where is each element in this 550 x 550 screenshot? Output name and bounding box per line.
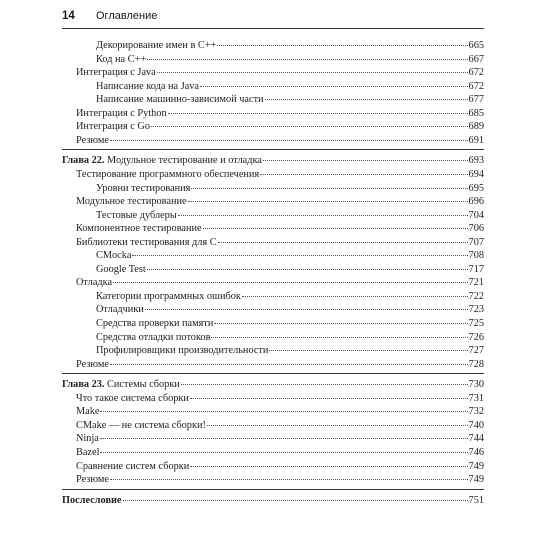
toc-entry[interactable] <box>62 474 484 488</box>
toc-entry-title: Отладка <box>76 277 113 289</box>
chapter-title: Системы сборки <box>104 379 180 391</box>
dot-leader <box>110 479 468 480</box>
dot-leader <box>100 411 467 412</box>
dot-leader <box>269 350 467 351</box>
toc-entry-title: Декорирование имен в C++ <box>96 40 217 51</box>
toc-entry-title: Make <box>76 406 100 418</box>
toc-page-number: 717 <box>468 263 484 275</box>
toc-page-number: 685 <box>468 107 484 119</box>
dot-leader <box>218 242 468 243</box>
toc-page-number: 696 <box>468 196 484 208</box>
toc-entry-title: Средства отладки потоков <box>96 331 211 343</box>
section-rule <box>62 373 484 374</box>
toc-page-number: 695 <box>468 182 484 194</box>
toc-page-number: 665 <box>468 40 484 51</box>
toc-entry-title: Что такое система сборки <box>76 392 189 404</box>
toc-entry[interactable] <box>62 277 484 291</box>
toc-entry-title: Профилировщики производительности <box>96 345 269 357</box>
toc-entry-title: CMocka <box>96 250 132 262</box>
toc-entry-title: Тестовые дублеры <box>96 209 177 221</box>
section-rule <box>62 149 484 150</box>
toc-page-number: 749 <box>468 460 484 472</box>
toc-entry[interactable] <box>62 318 484 332</box>
toc-page-number: 725 <box>468 318 484 329</box>
toc-entry-title: Библиотеки тестирования для C <box>76 236 217 248</box>
toc-entry-title: Интеграция с Go <box>76 121 151 133</box>
dot-leader <box>214 323 467 324</box>
toc-page-number: 694 <box>468 168 484 180</box>
toc-entry[interactable] <box>62 250 484 264</box>
toc-chapter-entry[interactable] <box>62 379 484 393</box>
toc-entry[interactable] <box>62 223 484 237</box>
toc-entry[interactable] <box>62 447 484 461</box>
toc-entry[interactable] <box>62 420 484 434</box>
dot-leader <box>145 309 468 310</box>
dot-leader <box>100 438 468 439</box>
toc-entry-title: Написание кода на Java <box>96 80 199 92</box>
toc-page-number: 691 <box>468 134 484 146</box>
toc-chapter-entry[interactable] <box>62 155 484 169</box>
toc-page-number: 730 <box>468 379 484 391</box>
dot-leader <box>157 72 468 73</box>
toc-entry-title: Средства проверки памяти <box>96 318 214 329</box>
toc-page-number: 731 <box>468 392 484 404</box>
toc-page-number: 746 <box>468 446 484 458</box>
toc-page-number: 722 <box>468 290 484 302</box>
toc-entry-title: Написание машинно-зависимой части <box>96 94 264 106</box>
toc-page-number: 672 <box>468 80 484 92</box>
dot-leader <box>263 160 468 161</box>
toc-page-number: 667 <box>468 53 484 65</box>
dot-leader <box>113 282 468 283</box>
toc-chapter-entry[interactable] <box>62 495 484 509</box>
dot-leader <box>265 99 468 100</box>
toc-entry-title: Ninja <box>76 433 99 445</box>
toc-entry-title: Уровни тестирования <box>96 182 191 194</box>
toc-page-number: 704 <box>468 209 484 221</box>
toc-entry[interactable] <box>62 461 484 475</box>
toc-entry-title: Резюме <box>76 474 109 486</box>
toc-entry[interactable] <box>62 237 484 251</box>
dot-leader <box>181 384 468 385</box>
dot-leader <box>207 425 468 426</box>
toc-page-number: 728 <box>468 358 484 370</box>
dot-leader <box>147 269 468 270</box>
toc-entry-title: Код на C++ <box>96 53 147 65</box>
page-number: 14 <box>62 10 75 22</box>
toc-entry[interactable] <box>62 196 484 210</box>
dot-leader <box>260 174 467 175</box>
dot-leader <box>123 500 468 501</box>
toc-entry-title <box>62 495 122 506</box>
toc-page-number: 744 <box>468 433 484 445</box>
dot-leader <box>178 215 468 216</box>
toc-entry[interactable] <box>62 393 484 407</box>
toc-entry[interactable] <box>62 291 484 305</box>
toc-entry[interactable] <box>62 345 484 359</box>
toc-page-number: 721 <box>468 277 484 289</box>
chapter-label: Послесловие <box>62 494 122 506</box>
dot-leader <box>132 255 467 256</box>
toc-entry-title <box>62 379 180 390</box>
toc-entry[interactable] <box>62 135 484 149</box>
dot-leader <box>217 45 467 46</box>
toc-entry[interactable] <box>62 406 484 420</box>
toc-entry[interactable] <box>62 108 484 122</box>
toc-entry[interactable] <box>62 304 484 318</box>
dot-leader <box>168 113 468 114</box>
toc-page-number: 689 <box>468 121 484 133</box>
toc-entry-title: Интеграция с Java <box>76 67 156 79</box>
toc-entry-title: Google Test <box>96 263 146 275</box>
toc-entry-title: Интеграция с Python <box>76 107 167 119</box>
toc-page-number: 693 <box>468 155 484 167</box>
dot-leader <box>100 452 467 453</box>
dot-leader <box>190 466 467 467</box>
toc-entry[interactable] <box>62 359 484 373</box>
toc-entry[interactable] <box>62 121 484 135</box>
toc-page-number: 740 <box>468 419 484 431</box>
toc-page-number: 727 <box>468 345 484 357</box>
dot-leader <box>200 86 468 87</box>
dot-leader <box>110 140 468 141</box>
toc-entry[interactable] <box>62 264 484 278</box>
toc-page-number: 706 <box>468 223 484 235</box>
toc-entry-title <box>62 155 262 166</box>
toc-entry[interactable] <box>62 81 484 95</box>
toc-entry-title: Bazel <box>76 446 100 458</box>
toc-entry-title: Компонентное тестирование <box>76 223 202 235</box>
toc-entry[interactable] <box>62 94 484 108</box>
toc-entry-title: Категории программных ошибок <box>96 290 241 302</box>
dot-leader <box>110 364 468 365</box>
dot-leader <box>242 296 468 297</box>
toc-entry[interactable] <box>62 67 484 81</box>
toc-entry[interactable] <box>62 332 484 346</box>
dot-leader <box>203 228 468 229</box>
toc-page-number: 707 <box>468 236 484 248</box>
toc-page-number: 708 <box>468 250 484 262</box>
dot-leader <box>151 126 468 127</box>
toc-entry[interactable] <box>62 40 484 54</box>
header-rule <box>62 28 484 29</box>
chapter-label: Глава 23. <box>62 379 105 391</box>
toc-page-number: 749 <box>468 474 484 486</box>
toc-entry-title: CMake — не система сборки! <box>76 419 206 431</box>
toc-page-number: 726 <box>468 331 484 343</box>
chapter-title: Модульное тестирование и отладка <box>104 155 262 167</box>
toc-entry-title: Тестирование программного обеспечения <box>76 168 260 180</box>
toc-entry[interactable] <box>62 169 484 183</box>
dot-leader <box>190 398 468 399</box>
dot-leader <box>211 337 467 338</box>
toc-entry[interactable] <box>62 183 484 197</box>
toc-entry[interactable] <box>62 54 484 68</box>
toc-page-number: 732 <box>468 406 484 418</box>
toc-entry-title: Резюме <box>76 358 109 370</box>
toc-entry-title: Сравнение систем сборки <box>76 460 190 472</box>
toc-entry-title: Модульное тестирование <box>76 196 187 208</box>
running-head <box>62 10 482 26</box>
toc-page-number: 723 <box>468 304 484 316</box>
dot-leader <box>191 188 467 189</box>
running-head-title: Оглавление <box>96 10 158 22</box>
toc-entry[interactable] <box>62 433 484 447</box>
dot-leader <box>188 201 468 202</box>
toc-entry[interactable] <box>62 210 484 224</box>
dot-leader <box>147 59 467 60</box>
toc-entry-title: Резюме <box>76 134 109 146</box>
toc-page-number: 672 <box>468 67 484 79</box>
toc-entry-title: Отладчики <box>96 304 144 316</box>
toc-page-number: 677 <box>468 94 484 106</box>
toc-page-number: 751 <box>468 494 484 506</box>
section-rule <box>62 489 484 490</box>
chapter-label: Глава 22. <box>62 155 105 167</box>
